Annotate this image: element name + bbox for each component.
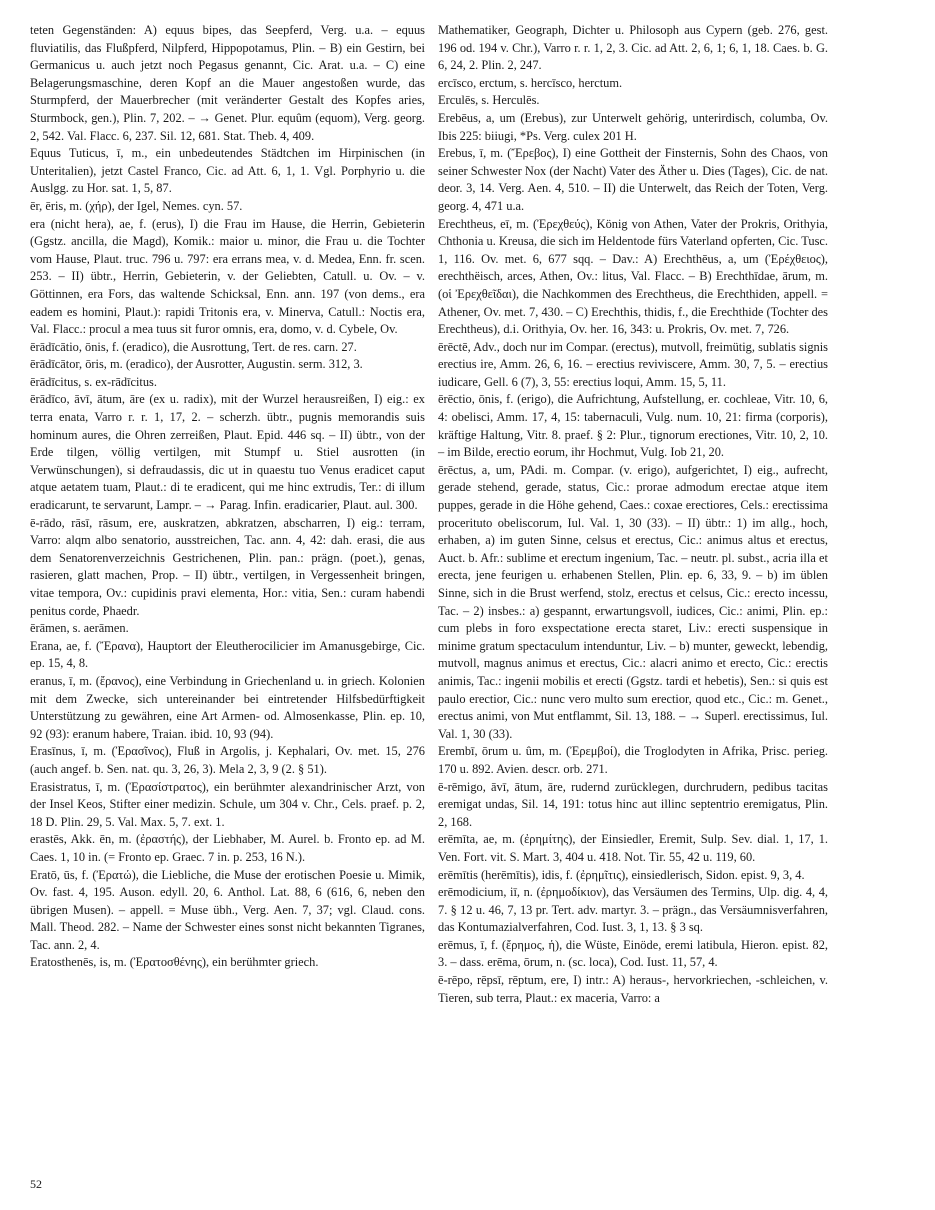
entry-equus-cont: teten Gegenständen: A) equus bipes, das Seepferd, Verg. u.a. – equus fluviatilis, das Flußpferd, Nilpferd, Hippopotamus, Plin. – B) ein Gestirn, bei Germanicus u. auch jetzt noch Pegasus genannt, Cic. Arat. u.a. – C) eine Belagerungsmaschine, deren Kopf an die Mauer angestoßen wurde, das Sturmpferd, der Mauerbrecher (mit veränderter Gestalt des Kopfes aries, Sturmbock, gen.), Plin. 7, 202. – → Genet. Plur. equûm (equom), Verg. georg. 2, 542. Val. Flacc. 6, 237. Sil. 12, 681. Stat. Theb. 4, 409. <box>30 23 425 143</box>
entry-eradico: ērādīco, āvī, ātum, āre (ex u. radix), mit der Wurzel herausreißen, I) eig.: ex terra enata, Varro r. r. 1, 17, 2. – scherzh. übtr., pugnis memorandis suis hominum aures, die Ohren zerreißen, Plaut. Epid. 446 sq. – II) übtr., von der Erde tilgen, völlig vertilgen, mit Stumpf u. Stiel ausrotten (in Verwünschungen), si defraudassis, dic ut in quaestu tuo Venus eradicet caput atque aetatem tuam, Plaut.: di te eradicent, qui me hinc extrudis, Ter.: di illum eradicarunt, te servarunt, Lampr. – → Parag. Infin. eradicarier, Plaut. aul. 300. <box>30 392 425 513</box>
right-column <box>438 22 828 1007</box>
entry-erastes: erastēs, Akk. ēn, m. (ἐραστής), der Liebhaber, M. Aurel. b. Fronto ep. ad M. Caes. 1, 10 in. (= Fronto ep. Graec. 7 in. p. 253, 16 N.). <box>30 832 425 864</box>
entry-er: ēr, ēris, m. (χήρ), der Igel, Nemes. cyn. 57. <box>30 198 243 213</box>
entry-erembi: Erembī, ōrum u. ûm, m. (Ἐρεμβοί), die Troglodyten in Afrika, Prisc. perieg. 170 u. 892. Avien. descr. orb. 271. <box>438 744 828 776</box>
entry-eradicatio: ērādīcātio, ōnis, f. (eradico), die Ausrottung, Tert. de res. carn. 27. <box>30 339 357 354</box>
dictionary-page <box>30 22 912 1191</box>
entry-e-repo: ē-rēpo, rēpsī, rēptum, ere, I) intr.: A) heraus-, hervorkriechen, -schleichen, v. Tieren, sub terra, Plaut.: ex maceria, Varro: a <box>438 973 828 1005</box>
entry-erato: Eratō, ūs, f. (Ἐρατώ), die Liebliche, die Muse der erotischen Poesie u. Mimik, Ov. fast. 4, 195. Auson. edyll. 20, 6. Anthol. Lat. 88, 6 (616, 6, neben den übrigen Musen). – appell. = Muse übh., Verg. Aen. 7, 37; vgl. Claud. cons. Mall. Theod. 282. – Name der Schwester eines sonst nicht bekannten Tigranes, Tac. ann. 2, 4. <box>30 867 425 952</box>
entry-eremitis: erēmītis (herēmītis), idis, f. (ἐρημῖτις), einsiedlerisch, Sidon. epist. 9, 3, 4. <box>438 867 805 882</box>
entry-eremodicium: erēmodicium, iī, n. (ἐρημοδίκιον), das Versäumen des Termins, Ulp. dig. 4, 4, 7. § 12 u. 46, 7, 13 pr. Tert. adv. martyr. 3. – prägn., das Versäumnisverfahren, das Kontumazialverfahren, Cod. Iust. 3, 1, 13. § 3 sq. <box>438 885 828 935</box>
entry-erasistratus: Erasistratus, ī, m. (Ἐρασίστρατος), ein berühmter alexandrinischer Arzt, von der Insel Keos, Stifter einer medizin. Schule, um 304 v. Chr., Cels. praef. p. 2, 18 D. Plin. 29, 5. Val. Max. 5, 7. ext. 1. <box>30 779 425 829</box>
entry-erebeus: Erebēus, a, um (Erebus), zur Unterwelt gehörig, unterirdisch, columba, Ov. Ibis 225: biiugi, *Ps. Verg. culex 201 H. <box>438 110 828 143</box>
entry-erechtheus: Erechtheus, eī, m. (Ἐρεχθεύς), König von Athen, Vater der Prokris, Orithyia, Chthonia u. Kreusa, die sich im Heldentode fürs Vaterland opferten, Cic. Tusc. 1, 116. Ov. met. 6, 677 sqq. – Dav.: A) Erechthēus, a, um (Ἐρέχθειος), erechthëisch, arces, Athen, Ov.: litus, Val. Flacc. – B) Erechthīdae, ārum, m. (οἱ Ἐρεχθεῖδαι), die Nachkommen des Erechtheus, die Erechthiden, appell. = Athener, Ov. met. 7, 430. – C) Erechthis, thidis, f., die Erechthide (Tochter des Erechtheus), d.i. Orithyia, Ov. her. 16, 343: u. Prokris, Ov. met. 7, 726. <box>438 216 829 337</box>
entry-eramen: ērāmen, s. aerāmen. <box>30 621 129 636</box>
page-number: 52 <box>30 1177 42 1191</box>
entry-eranus: eranus, ī, m. (ἔρανος), eine Verbindung in Griechenland u. in griech. Kolonien mit dem Zwecke, sich untereinander bei eintretender Hilfsbedürftigkeit Unterstützung zu gewähren, eine Art Armen- od. Almosenkasse, Plin. ep. 10, 92 (93): eranum habere, Traian. ibid. 10, 93 (94). <box>30 673 425 741</box>
entry-e-remigo: ē-rēmigo, āvī, ātum, āre, rudernd zurücklegen, durchrudern, pedibus tacitas eremigat undas, Sil. 14, 191: totus hinc aut illinc septentrio eremigatus, Plin. 2, 168. <box>438 779 828 829</box>
entry-erebus: Erebus, ī, m. (Ἔρεβος), I) eine Gottheit der Finsternis, Sohn des Chaos, von seiner Schwester Nox (der Nacht) Vater des Äther u. Dies (Tages), Cic. de nat. deor. 3, 14. Verg. Aen. 4, 510. – II) die Unterwelt, das Reich der Toten, Verg. georg. 4, 471 u.a. <box>438 146 828 213</box>
entry-erana: Erana, ae, f. (Ἔρανα), Hauptort der Eleutherocilicier im Amanusgebirge, Cic. ep. 15, 4, 8. <box>30 638 425 671</box>
entry-equus-tuticus: Equus Tuticus, ī, m., ein unbedeutendes Städtchen im Hirpinischen (in Unteritalien), jetzt Castel Franco, Cic. ad Att. 6, 1, 1. Vgl. Porphyrio u. die Auslgg. zu Hor. sat. 1, 5, 87. <box>30 146 425 196</box>
entry-erasinus: Erasīnus, ī, m. (Ἐρασῖνος), Fluß in Argolis, j. Kephalari, Ov. met. 15, 276 (auch angef. b. Sen. nat. qu. 3, 26, 3). Mela 2, 3, 9 (2. § 51). <box>30 744 425 776</box>
entry-e-rado: ē-rādo, rāsī, rāsum, ere, auskratzen, abkratzen, abscharren, I) eig.: terram, Varro: alqm albo senatorio, ausstreichen, Tac. ann. 4, 42: dah. erasi, die aus dem Senatorenverzeichnis Gestrichenen, Plin. pan.: prägn. (poet.), genas, rasieren, glatt machen, Prop. – II) übtr., vertilgen, in Vergessenheit bringen, vitae tempora, Ov.: cupidinis pravi elementa, Hor.: vitia, Sen.: curam habendi penitus corde, Phaedr. <box>30 515 425 618</box>
entry-erecte: ērēctē, Adv., doch nur im Compar. (erectus), mutvoll, freimütig, sublatis signis erectius ire, Amm. 26, 6, 16. – erectius reviviscere, Amm. 30, 7, 5. – erectius iudicare, Gell. 6 (7), 3, 55: erectius loqui, Amm. 15, 5, 11. <box>438 339 828 389</box>
left-column <box>30 22 425 972</box>
entry-ercisco: ercīsco, erctum, s. hercīsco, herctum. <box>438 75 623 90</box>
entry-eratosthenes: Eratosthenēs, is, m. (Ἐρατοσθένης), ein berühmter griech. <box>30 955 319 970</box>
entry-eremus: erēmus, ī, f. (ἔρημος, ἡ), die Wüste, Einöde, eremi latibula, Hieron. epist. 82, 3. – dass. erēma, ōrum, n. (sc. loca), Cod. Iust. 11, 57, 4. <box>438 937 828 970</box>
entry-eradicator: ērādīcātor, ōris, m. (eradico), der Ausrotter, Augustin. serm. 312, 3. <box>30 357 363 372</box>
entry-eratosthenes-cont: Mathematiker, Geograph, Dichter u. Philosoph aus Cypern (geb. 276, gest. 196 od. 194 v. Chr.), Varro r. r. 1, 2, 3. Cic. ad Att. 2, 6, 1; 6, 1, 18. Caes. b. G. 6, 24, 2. Plin. 2, 247. <box>438 23 828 73</box>
entry-erectus: ērēctus, a, um, PAdi. m. Compar. (v. erigo), aufgerichtet, I) eig., aufrecht, gerade stehend, gerade, status, Cic.: prorae admodum erectae atque item puppes, gerade in die Höhe gehend, Caes.: coxae erectiores, Cels.: erectissima procerituto obeliscorum, Iul. Val. 1, 30 (33). – II) übtr.: 1) im allg., hoch, erhaben, a) im guten Sinne, celsus et erectus, Cic.: animus altus et erectus, Auct. b. Afr.: sublime et erectum ingenium, Tac. – neutr. pl. subst., acria illa et erecta, jene feurigen u. erhabenen Stellen, Plin. ep. 6, 33, 9. – b) im üblen Sinne, sich in die Brust werfend, stolz, erectus et celsus, Cic.: erecto incessu, Tac. – 2) insbes.: a) gespannt, erwartungsvoll, iudices, Cic.: animi, Plin. ep.: cum plebs in foro exspectatione erecta staret, Liv.: erecti suspensique in minime gratum spectaculum intenduntur, Liv. – b) munter, geweckt, lebendig, mutvoll, magnus animus et erectus, Cic.: alacri animo et erecto, Cic.: erectis animis, Tac.: ingenii mobilis et erecti (Ggstz. tardi et hebetis), Sen.: si quis est paulo erectior, Cic.: nunc vero multo sum erectior, quod etc., Cic.: m. Genet., erectus animi, von Mut entflammt, Sil. 13, 188. – → Superl. erectissimus, Iul. Val. 1, 30 (33). <box>438 462 828 741</box>
entry-eradicitus: ērādīcitus, s. ex-rādīcitus. <box>30 374 157 389</box>
entry-era: era (nicht hera), ae, f. (erus), I) die Frau im Hause, die Herrin, Gebieterin (Ggstz. ancilla, die Magd), Komik.: maior u. minor, die Frau u. die Tochter vom Hause, Plaut. truc. 796 u. 797: era errans mea, v. d. Medea, Enn. fr. scen. 253. – II) übtr., Herrin, Gebieterin, v. der Geliebten, Catull. u. Ov. – v. Göttinnen, era Fors, das waltende Schicksal, Enn. ann. 197 (von dems., era eadem es homini, Plaut.): rapidi Tritonis era, v. Minerva, Catull.: Noctis era, Val. Flacc.: procul a mea tuus sit furor omnis, era, domo, v. d. Cybele, Ov. <box>30 216 425 337</box>
entry-erectio: ērēctio, ōnis, f. (erigo), die Aufrichtung, Aufstellung, er. cochleae, Vitr. 10, 6, 4: obelisci, Amm. 17, 4, 15: tabernaculi, Vulg. num. 10, 21: firma (corporis), kräftige Haltung, Vitr. 8. praef. § 2: Plur., tignorum erectiones, Vitr. 10, 2, 10. – im Bilde, erectio eorum, ihr Hochmut, Vulg. Iob 21, 20. <box>438 392 828 460</box>
entry-ercules: Erculēs, s. Herculēs. <box>438 93 540 108</box>
entry-eremita: erēmīta, ae, m. (ἐρημίτης), der Einsiedler, Eremit, Sulp. Sev. dial. 1, 17, 1. Ven. Fort. vit. S. Mart. 3, 404 u. 418. Not. Tir. 55, 42 u. 119, 60. <box>438 832 828 864</box>
